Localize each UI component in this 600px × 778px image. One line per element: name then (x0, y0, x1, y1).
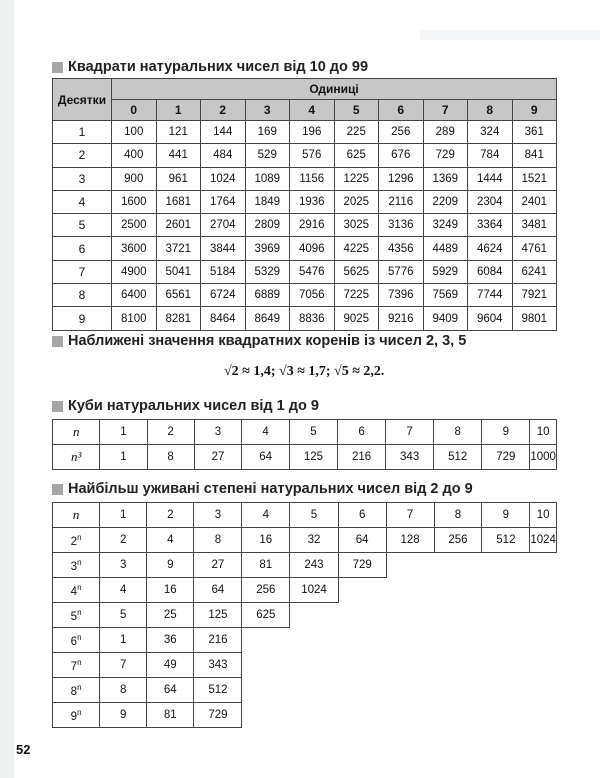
table-row (53, 703, 557, 728)
table-row (53, 260, 557, 283)
power-value-cell: 5 (100, 603, 147, 628)
power-value-cell: 125 (194, 603, 242, 628)
digit-header: 3 (245, 100, 290, 121)
empty-cell (338, 603, 386, 628)
empty-cell (482, 628, 530, 653)
empty-cell (290, 628, 338, 653)
empty-cell (386, 553, 434, 578)
table-row (53, 121, 557, 144)
power-value-cell: 9 (147, 553, 194, 578)
power-value-cell: 729 (338, 553, 386, 578)
square-value-cell: 1369 (423, 167, 468, 190)
cube-value-cell: 64 (242, 445, 290, 470)
n-value-cell: 10 (530, 420, 557, 445)
empty-cell (242, 703, 290, 728)
power-value-cell: 729 (194, 703, 242, 728)
square-value-cell: 121 (156, 121, 201, 144)
n-value-cell: 5 (290, 503, 338, 528)
square-value-cell: 2601 (156, 214, 201, 237)
empty-cell (434, 653, 482, 678)
powers-body (53, 503, 557, 728)
empty-cell (482, 578, 530, 603)
table-row (53, 578, 557, 603)
square-value-cell: 441 (156, 144, 201, 167)
empty-cell (386, 603, 434, 628)
square-value-cell: 729 (423, 144, 468, 167)
tens-cell: 2 (53, 144, 112, 167)
power-value-cell: 36 (147, 628, 194, 653)
square-value-cell: 3844 (201, 237, 246, 260)
n-value-cell: 5 (289, 420, 337, 445)
square-value-cell: 6889 (245, 284, 290, 307)
square-value-cell: 5184 (201, 260, 246, 283)
digit-header: 4 (290, 100, 335, 121)
table-row (53, 167, 557, 190)
cubes-n-row (53, 420, 557, 445)
square-value-cell: 2401 (512, 190, 557, 213)
table-row (53, 214, 557, 237)
power-base: 2 (70, 535, 78, 548)
square-value-cell: 2704 (201, 214, 246, 237)
n-value-cell: 2 (147, 420, 194, 445)
square-value-cell: 1764 (201, 190, 246, 213)
power-value-cell: 16 (147, 578, 194, 603)
empty-cell (530, 603, 557, 628)
square-value-cell: 1521 (512, 167, 557, 190)
empty-cell (530, 678, 557, 703)
empty-cell (386, 578, 434, 603)
empty-cell (242, 678, 290, 703)
square-value-cell: 2209 (423, 190, 468, 213)
power-value-cell: 4 (100, 578, 147, 603)
tens-cell: 1 (53, 121, 112, 144)
empty-cell (242, 628, 290, 653)
square-value-cell: 1600 (112, 190, 157, 213)
power-value-cell: 2 (100, 528, 147, 553)
power-value-cell: 1024 (530, 528, 557, 553)
power-exponent: n (77, 632, 82, 642)
square-value-cell: 1936 (290, 190, 335, 213)
square-value-cell: 9025 (334, 307, 379, 330)
digit-header: 5 (334, 100, 379, 121)
n-value-cell: 9 (482, 503, 530, 528)
digit-header: 1 (156, 100, 201, 121)
square-value-cell: 676 (379, 144, 424, 167)
square-value-cell: 8281 (156, 307, 201, 330)
n-value-cell: 6 (338, 503, 386, 528)
power-value-cell: 625 (242, 603, 290, 628)
n-value-cell: 9 (482, 420, 530, 445)
power-value-cell: 1 (100, 628, 147, 653)
tens-cell: 4 (53, 190, 112, 213)
cube-value-cell: 8 (147, 445, 194, 470)
empty-cell (338, 578, 386, 603)
square-value-cell: 4225 (334, 237, 379, 260)
n-value-cell: 8 (434, 503, 482, 528)
powers-section-title (52, 481, 473, 497)
empty-cell (434, 553, 482, 578)
square-value-cell: 1681 (156, 190, 201, 213)
empty-cell (338, 653, 386, 678)
power-value-cell: 512 (482, 528, 530, 553)
power-value-cell: 1024 (290, 578, 338, 603)
power-value-cell: 49 (147, 653, 194, 678)
squares-section-title (52, 59, 368, 75)
n-value-cell: 3 (194, 420, 242, 445)
empty-cell (338, 628, 386, 653)
power-value-cell: 512 (194, 678, 242, 703)
square-value-cell: 4900 (112, 260, 157, 283)
empty-cell (338, 678, 386, 703)
square-value-cell: 8836 (290, 307, 335, 330)
power-base: 8 (70, 685, 78, 698)
power-exponent: n (77, 682, 82, 692)
square-value-cell: 2916 (290, 214, 335, 237)
squares-table (52, 78, 557, 331)
squares-title-text: Квадрати натуральних чисел від 10 до 99 (68, 59, 369, 75)
power-base: 4 (70, 585, 78, 598)
square-bullet-icon (52, 62, 63, 73)
power-value-cell: 243 (290, 553, 338, 578)
table-row (53, 603, 557, 628)
power-value-cell: 3 (100, 553, 147, 578)
empty-cell (290, 653, 338, 678)
square-value-cell: 2025 (334, 190, 379, 213)
square-value-cell: 1024 (201, 167, 246, 190)
tens-cell: 9 (53, 307, 112, 330)
empty-cell (530, 553, 557, 578)
square-value-cell: 7396 (379, 284, 424, 307)
empty-cell (434, 703, 482, 728)
square-value-cell: 3600 (112, 237, 157, 260)
empty-cell (434, 678, 482, 703)
square-bullet-icon (52, 336, 63, 347)
n-value-cell: 2 (147, 503, 194, 528)
table-row (53, 528, 557, 553)
empty-cell (482, 678, 530, 703)
n-value-cell: 6 (337, 420, 385, 445)
square-value-cell: 8464 (201, 307, 246, 330)
square-value-cell: 2500 (112, 214, 157, 237)
power-base: 5 (70, 610, 78, 623)
n-value-cell: 1 (100, 503, 147, 528)
square-value-cell: 100 (112, 121, 157, 144)
power-value-cell: 128 (386, 528, 434, 553)
n-value-cell: 10 (530, 503, 557, 528)
digits-header-row (53, 100, 557, 121)
square-value-cell: 4489 (423, 237, 468, 260)
empty-cell (386, 678, 434, 703)
power-value-cell: 64 (147, 678, 194, 703)
power-exponent: n (77, 557, 82, 567)
cube-value-cell: 216 (337, 445, 385, 470)
square-value-cell: 7744 (468, 284, 513, 307)
empty-cell (482, 703, 530, 728)
roots-title-text: Наближені значення квадратних коренів із чисел 2, 3, 5 (68, 333, 467, 349)
empty-cell (386, 703, 434, 728)
square-value-cell: 1849 (245, 190, 290, 213)
n-value-cell: 4 (242, 503, 290, 528)
empty-cell (290, 703, 338, 728)
power-base: 9 (70, 710, 78, 723)
square-bullet-icon (52, 401, 63, 412)
table-row (53, 144, 557, 167)
square-value-cell: 1225 (334, 167, 379, 190)
table-row (53, 190, 557, 213)
digit-header: 7 (423, 100, 468, 121)
power-exponent: n (77, 607, 82, 617)
empty-cell (290, 603, 338, 628)
table-row (53, 307, 557, 330)
power-exponent: n (77, 657, 82, 667)
square-value-cell: 4096 (290, 237, 335, 260)
powers-table (52, 502, 557, 728)
cube-value-cell: 27 (194, 445, 242, 470)
cube-value-cell: 343 (386, 445, 434, 470)
square-value-cell: 3721 (156, 237, 201, 260)
power-value-cell: 32 (290, 528, 338, 553)
empty-cell (386, 653, 434, 678)
power-value-cell: 25 (147, 603, 194, 628)
empty-cell (530, 653, 557, 678)
power-base: 7 (70, 660, 78, 673)
empty-cell (530, 703, 557, 728)
square-value-cell: 7569 (423, 284, 468, 307)
power-value-cell: 81 (147, 703, 194, 728)
power-value-cell: 64 (338, 528, 386, 553)
empty-cell (482, 553, 530, 578)
square-value-cell: 2304 (468, 190, 513, 213)
empty-cell (386, 628, 434, 653)
square-value-cell: 529 (245, 144, 290, 167)
n-value-cell: 4 (242, 420, 290, 445)
power-label-cell (53, 628, 100, 653)
cubes-value-row (53, 445, 557, 470)
empty-cell (530, 578, 557, 603)
power-value-cell: 9 (100, 703, 147, 728)
square-value-cell: 4356 (379, 237, 424, 260)
power-exponent: n (77, 707, 82, 717)
square-value-cell: 9801 (512, 307, 557, 330)
powers-n-row (53, 503, 557, 528)
tens-cell: 6 (53, 237, 112, 260)
cubes-table (52, 419, 557, 470)
square-value-cell: 7225 (334, 284, 379, 307)
square-value-cell: 625 (334, 144, 379, 167)
square-value-cell: 6084 (468, 260, 513, 283)
scan-artifact (420, 30, 600, 40)
square-value-cell: 900 (112, 167, 157, 190)
square-value-cell: 289 (423, 121, 468, 144)
empty-cell (434, 628, 482, 653)
square-value-cell: 2809 (245, 214, 290, 237)
n-value-cell: 3 (194, 503, 242, 528)
n-value-cell: 7 (386, 420, 434, 445)
table-row (53, 553, 557, 578)
power-value-cell: 256 (434, 528, 482, 553)
power-value-cell: 343 (194, 653, 242, 678)
square-value-cell: 196 (290, 121, 335, 144)
square-value-cell: 3969 (245, 237, 290, 260)
square-value-cell: 6400 (112, 284, 157, 307)
square-value-cell: 3364 (468, 214, 513, 237)
square-value-cell: 4624 (468, 237, 513, 260)
digit-header: 9 (512, 100, 557, 121)
power-value-cell: 16 (242, 528, 290, 553)
power-label-cell (53, 603, 100, 628)
digit-header: 2 (201, 100, 246, 121)
power-label-cell (53, 653, 100, 678)
table-row (53, 284, 557, 307)
square-value-cell: 5476 (290, 260, 335, 283)
square-bullet-icon (52, 484, 63, 495)
power-base: 6 (70, 635, 78, 648)
tens-cell: 3 (53, 167, 112, 190)
powers-n-label: n (53, 503, 100, 528)
square-value-cell: 7056 (290, 284, 335, 307)
square-value-cell: 5041 (156, 260, 201, 283)
empty-cell (434, 603, 482, 628)
empty-cell (482, 653, 530, 678)
square-value-cell: 6241 (512, 260, 557, 283)
empty-cell (482, 603, 530, 628)
cube-value-cell: 1000 (530, 445, 557, 470)
empty-cell (242, 653, 290, 678)
empty-cell (338, 703, 386, 728)
square-value-cell: 2116 (379, 190, 424, 213)
table-row (53, 628, 557, 653)
power-value-cell: 8 (194, 528, 242, 553)
cubes-title-text: Куби натуральних чисел від 1 до 9 (68, 398, 319, 414)
square-value-cell: 1156 (290, 167, 335, 190)
roots-formula: √2 ≈ 1,4; √3 ≈ 1,7; √5 ≈ 2,2. (224, 364, 385, 379)
table-row (53, 237, 557, 260)
digit-header: 0 (112, 100, 157, 121)
table-row (53, 653, 557, 678)
square-value-cell: 3025 (334, 214, 379, 237)
power-value-cell: 7 (100, 653, 147, 678)
power-label-cell (53, 528, 100, 553)
square-value-cell: 1444 (468, 167, 513, 190)
square-value-cell: 9604 (468, 307, 513, 330)
square-value-cell: 169 (245, 121, 290, 144)
power-value-cell: 8 (100, 678, 147, 703)
square-value-cell: 144 (201, 121, 246, 144)
roots-section-title (52, 333, 466, 349)
power-value-cell: 27 (194, 553, 242, 578)
power-base: 3 (70, 560, 78, 573)
square-value-cell: 225 (334, 121, 379, 144)
square-value-cell: 8649 (245, 307, 290, 330)
square-value-cell: 3136 (379, 214, 424, 237)
squares-body (53, 121, 557, 331)
power-exponent: n (77, 582, 82, 592)
square-value-cell: 784 (468, 144, 513, 167)
power-value-cell: 216 (194, 628, 242, 653)
cube-value-cell: 729 (482, 445, 530, 470)
square-value-cell: 484 (201, 144, 246, 167)
tens-cell: 7 (53, 260, 112, 283)
page-number: 52 (16, 742, 31, 757)
n-value-cell: 7 (386, 503, 434, 528)
square-value-cell: 5329 (245, 260, 290, 283)
cubes-n-label: n (53, 420, 100, 445)
cubes-cube-label: n³ (53, 445, 100, 470)
square-value-cell: 5929 (423, 260, 468, 283)
power-value-cell: 4 (147, 528, 194, 553)
tens-cell: 8 (53, 284, 112, 307)
tens-header: Десятки (53, 79, 112, 121)
empty-cell (530, 628, 557, 653)
digit-header: 8 (468, 100, 513, 121)
power-label-cell (53, 553, 100, 578)
square-value-cell: 5776 (379, 260, 424, 283)
square-value-cell: 361 (512, 121, 557, 144)
digit-header: 6 (379, 100, 424, 121)
square-value-cell: 1296 (379, 167, 424, 190)
power-label-cell (53, 703, 100, 728)
cube-value-cell: 125 (289, 445, 337, 470)
square-value-cell: 324 (468, 121, 513, 144)
square-value-cell: 7921 (512, 284, 557, 307)
square-value-cell: 576 (290, 144, 335, 167)
square-value-cell: 3249 (423, 214, 468, 237)
square-value-cell: 400 (112, 144, 157, 167)
square-value-cell: 1089 (245, 167, 290, 190)
power-label-cell (53, 578, 100, 603)
table-row (53, 678, 557, 703)
power-value-cell: 64 (194, 578, 242, 603)
square-value-cell: 6561 (156, 284, 201, 307)
square-value-cell: 961 (156, 167, 201, 190)
n-value-cell: 1 (100, 420, 147, 445)
cube-value-cell: 1 (100, 445, 147, 470)
power-value-cell: 81 (242, 553, 290, 578)
square-value-cell: 256 (379, 121, 424, 144)
n-value-cell: 8 (434, 420, 482, 445)
square-value-cell: 3481 (512, 214, 557, 237)
power-exponent: n (77, 532, 82, 542)
square-value-cell: 5625 (334, 260, 379, 283)
square-value-cell: 9409 (423, 307, 468, 330)
square-value-cell: 841 (512, 144, 557, 167)
empty-cell (290, 678, 338, 703)
tens-cell: 5 (53, 214, 112, 237)
square-value-cell: 4761 (512, 237, 557, 260)
power-value-cell: 256 (242, 578, 290, 603)
square-value-cell: 9216 (379, 307, 424, 330)
power-label-cell (53, 678, 100, 703)
empty-cell (434, 578, 482, 603)
page-left-margin (0, 0, 14, 778)
cube-value-cell: 512 (434, 445, 482, 470)
square-value-cell: 8100 (112, 307, 157, 330)
square-value-cell: 6724 (201, 284, 246, 307)
cubes-section-title (52, 398, 319, 414)
units-header: Одиниці (112, 79, 557, 100)
powers-title-text: Найбільш уживані степені натуральних чисел від 2 до 9 (68, 481, 473, 497)
